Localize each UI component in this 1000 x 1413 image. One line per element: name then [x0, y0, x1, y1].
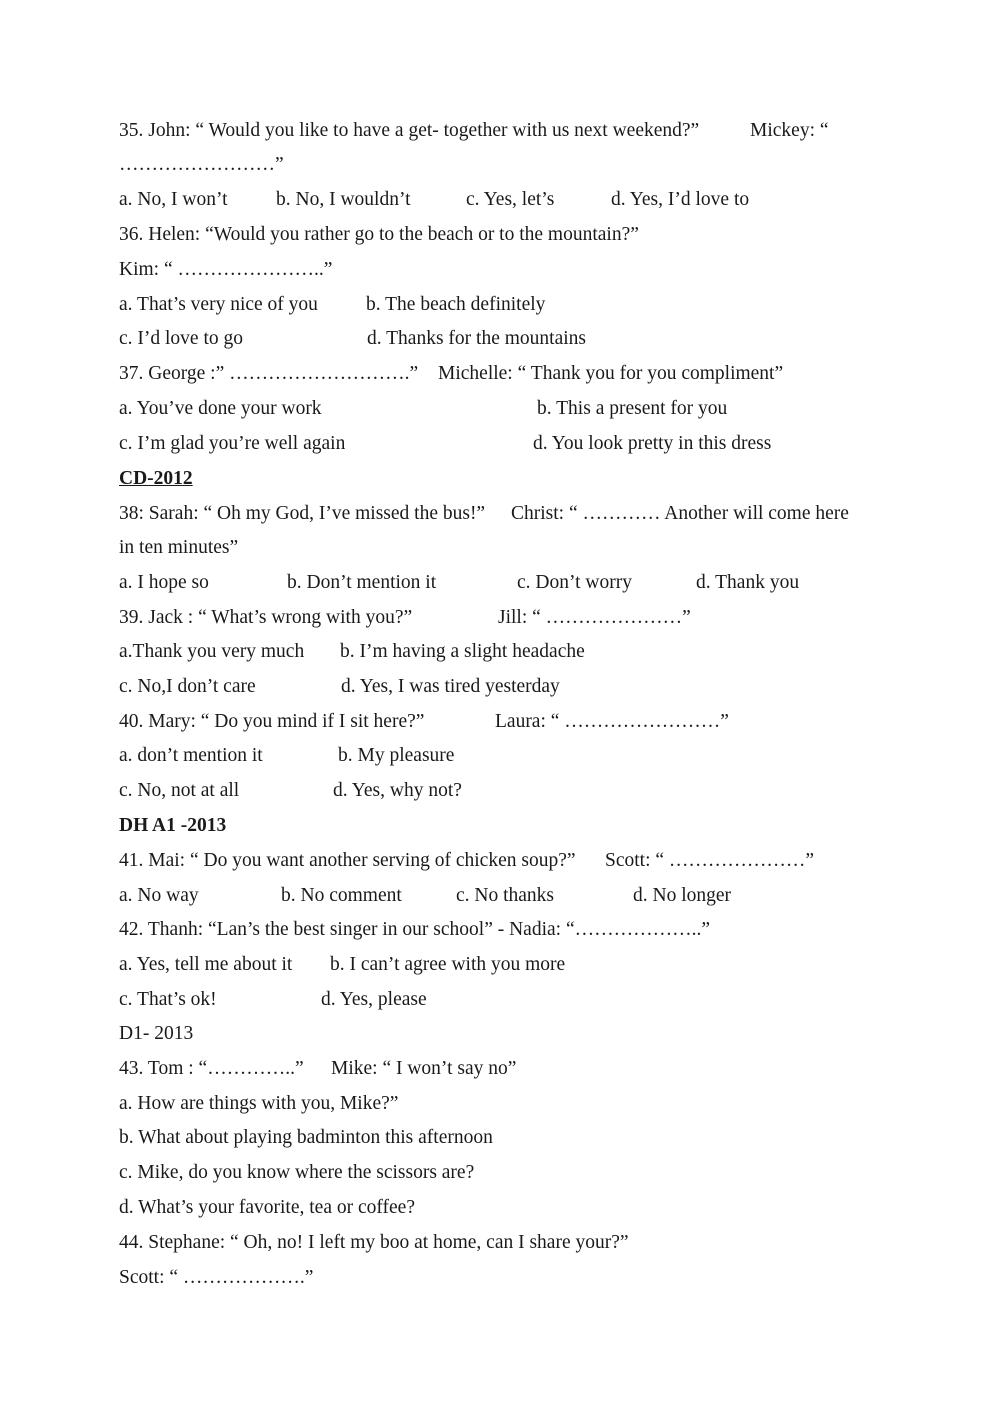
q41-reply: Scott: “ …………………” [605, 850, 815, 871]
q35-option-c[interactable]: c. Yes, let’s [466, 189, 555, 210]
q43-option-d[interactable]: d. What’s your favorite, tea or coffee? [119, 1197, 415, 1218]
q42-prompt: 42. Thanh: “Lan’s the best singer in our school” - Nadia: “………………..” [119, 919, 711, 940]
q40-prompt: 40. Mary: “ Do you mind if I sit here?” [119, 711, 425, 732]
q35-option-b[interactable]: b. No, I wouldn’t [276, 189, 411, 210]
q39-option-a[interactable]: a.Thank you very much [119, 641, 305, 662]
q40-option-a[interactable]: a. don’t mention it [119, 745, 263, 766]
q35-reply: Mickey: “ [750, 120, 829, 141]
q38-option-a[interactable]: a. I hope so [119, 572, 209, 593]
q41-option-d[interactable]: d. No longer [633, 885, 732, 906]
q35-option-d[interactable]: d. Yes, I’d love to [611, 189, 750, 210]
q38-prompt: 38: Sarah: “ Oh my God, I’ve missed the bus!” [119, 503, 486, 524]
q44-prompt: 44. Stephane: “ Oh, no! I left my boo at home, can I share your?” [119, 1232, 629, 1253]
q38-option-b[interactable]: b. Don’t mention it [287, 572, 437, 593]
q39-reply: Jill: “ …………………” [498, 607, 691, 628]
q36-prompt: 36. Helen: “Would you rather go to the beach or to the mountain?” [119, 224, 639, 245]
q39-option-c[interactable]: c. No,I don’t care [119, 676, 256, 697]
q39-prompt: 39. Jack : “ What’s wrong with you?” [119, 607, 413, 628]
q35-blank: ……………………” [119, 154, 284, 175]
q39-option-b[interactable]: b. I’m having a slight headache [340, 641, 585, 662]
q41-option-a[interactable]: a. No way [119, 885, 199, 906]
q40-option-d[interactable]: d. Yes, why not? [333, 780, 462, 801]
q43-option-c[interactable]: c. Mike, do you know where the scissors are? [119, 1162, 475, 1183]
q42-option-b[interactable]: b. I can’t agree with you more [330, 954, 566, 975]
q37-prompt: 37. George :” ……………………….” [119, 363, 419, 384]
q36-option-c[interactable]: c. I’d love to go [119, 328, 244, 349]
q35-prompt-line [119, 119, 829, 143]
q40-option-b[interactable]: b. My pleasure [338, 745, 455, 766]
q43-option-b[interactable]: b. What about playing badminton this afternoon [119, 1127, 493, 1148]
q38-option-d[interactable]: d. Thank you [696, 572, 800, 593]
q41-prompt: 41. Mai: “ Do you want another serving of chicken soup?” [119, 850, 576, 871]
q36-option-a[interactable]: a. That’s very nice of you [119, 294, 318, 315]
q37-reply: Michelle: “ Thank you for you compliment” [438, 363, 784, 384]
q40-prompt-line [119, 710, 729, 734]
q37-option-c[interactable]: c. I’m glad you’re well again [119, 433, 346, 454]
q39-prompt-line [119, 606, 691, 630]
q40-option-c[interactable]: c. No, not at all [119, 780, 240, 801]
q36-reply: Kim: “ …………………..” [119, 259, 333, 280]
q35-option-a[interactable]: a. No, I won’t [119, 189, 228, 210]
q41-option-b[interactable]: b. No comment [281, 885, 402, 906]
q39-option-d[interactable]: d. Yes, I was tired yesterday [341, 676, 560, 697]
q41-option-c[interactable]: c. No thanks [456, 885, 555, 906]
q37-prompt-line [119, 362, 784, 386]
q44-reply: Scott: “ ……………….” [119, 1267, 314, 1288]
section-heading-cd-2012: CD-2012 [119, 468, 193, 489]
q37-option-b[interactable]: b. This a present for you [537, 398, 728, 419]
q36-option-d[interactable]: d. Thanks for the mountains [367, 328, 586, 349]
q42-option-d[interactable]: d. Yes, please [321, 989, 427, 1010]
q42-option-c[interactable]: c. That’s ok! [119, 989, 217, 1010]
section-heading-dh-a1-2013: DH A1 -2013 [119, 815, 227, 836]
q37-option-a[interactable]: a. You’ve done your work [119, 398, 322, 419]
q43-prompt: 43. Tom : “…………..” [119, 1058, 304, 1079]
q38-prompt-cont: in ten minutes” [119, 537, 239, 558]
q41-prompt-line [119, 849, 815, 873]
q36-option-b[interactable]: b. The beach definitely [366, 294, 546, 315]
section-heading-d1-2013: D1- 2013 [119, 1023, 194, 1044]
q42-option-a[interactable]: a. Yes, tell me about it [119, 954, 293, 975]
q38-reply: Christ: “ ………… Another will come here [511, 503, 849, 524]
q38-prompt-line [119, 502, 849, 526]
q37-option-d[interactable]: d. You look pretty in this dress [533, 433, 772, 454]
q43-reply: Mike: “ I won’t say no” [331, 1058, 517, 1079]
q40-reply: Laura: “ ……………………” [495, 711, 729, 732]
q43-option-a[interactable]: a. How are things with you, Mike?” [119, 1093, 399, 1114]
q43-prompt-line [119, 1057, 517, 1081]
q38-option-c[interactable]: c. Don’t worry [517, 572, 632, 593]
q35-prompt: 35. John: “ Would you like to have a get- together with us next weekend?” [119, 120, 700, 141]
